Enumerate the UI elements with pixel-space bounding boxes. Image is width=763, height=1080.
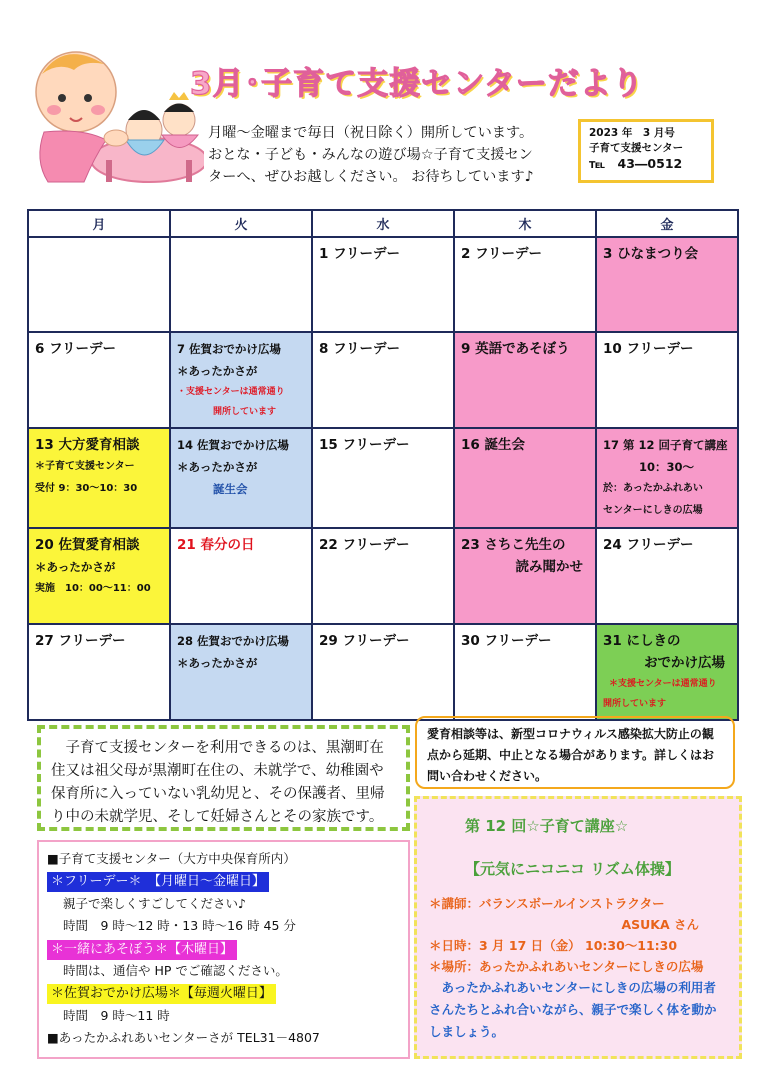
calendar-header-row <box>28 210 738 237</box>
day-event: 6 フリーデー <box>35 341 117 357</box>
calendar-week <box>28 624 738 720</box>
play-together-label: ＊一緒にあそぼう＊【木曜日】 <box>47 940 237 960</box>
day-event: 15 フリーデー <box>319 437 410 453</box>
lecture-subtitle: 【元気にニコニコ リズム体操】 <box>465 860 680 878</box>
tel-label: ℡ <box>589 156 606 171</box>
contact-line: ■あったかふれあいセンターさが TEL31－4807 <box>47 1030 320 1046</box>
day-event: 10 フリーデー <box>603 341 694 357</box>
day-event: 20 佐賀愛育相談 <box>35 537 140 553</box>
day-detail: 受付 9：30～10：30 <box>35 483 138 494</box>
day-event: 29 フリーデー <box>319 633 410 649</box>
calendar-day <box>312 237 454 332</box>
tel-number: 43―0512 <box>617 156 683 171</box>
calendar-day <box>312 528 454 624</box>
baby-hina-doll-illustration <box>14 40 204 190</box>
day-event: 22 フリーデー <box>319 537 410 553</box>
calendar-day <box>312 332 454 428</box>
calendar-table <box>27 209 739 721</box>
day-note: 開所しています <box>603 699 667 709</box>
saga-hiroba-label: ＊佐賀おでかけ広場＊【毎週火曜日】 <box>47 984 276 1004</box>
saga-hiroba-time: 時間 9 時～11 時 <box>63 1007 170 1023</box>
lecture-box <box>414 796 742 1059</box>
weekday-tue: 火 <box>170 210 312 237</box>
intro-line: 月曜～金曜まで毎日（祝日除く）開所しています。 <box>208 125 534 141</box>
calendar-day <box>28 528 170 624</box>
calendar-day <box>28 332 170 428</box>
weekday-mon: 月 <box>28 210 170 237</box>
lecture-body-text: あったかふれあいセンターにしきの広場の利用者さんたちとふれ合いながら、親子で楽しく体を動かしましょう。 <box>429 980 717 1039</box>
weekday-wed: 水 <box>312 210 454 237</box>
issue-tel <box>589 156 703 171</box>
day-detail: 実施 10：00～11：00 <box>35 583 151 594</box>
intro-line: おとな・子ども・みんなの遊び場☆子育て支援セン <box>208 147 533 163</box>
day-event: 27 フリーデー <box>35 633 126 649</box>
issue-org: 子育て支援センター <box>589 142 684 154</box>
day-event: 14 佐賀おでかけ広場 <box>177 438 289 452</box>
day-note: 開所しています <box>213 407 277 417</box>
play-together-desc: 時間は、通信や HP でご確認ください。 <box>63 963 288 979</box>
eligibility-text: 子育て支援センターを利用できるのは、黒潮町在 <box>65 740 384 756</box>
notice-text: 愛育相談等は、新型コロナウィルス感染拡大防止の観点から延期、中止となる場合があります。詳しくはお問い合わせください。 <box>427 727 715 783</box>
calendar-week <box>28 528 738 624</box>
calendar-day <box>596 237 738 332</box>
day-note: ＊支援センターは通常通り <box>609 679 717 689</box>
day-event: 23 さちこ先生の <box>461 537 566 553</box>
day-detail: ＊あったかさが <box>35 560 116 574</box>
issue-date: 2023 年 3 月号 <box>589 127 675 139</box>
schedule-box <box>37 840 410 1059</box>
day-event: 30 フリーデー <box>461 633 552 649</box>
eligibility-line: 住又は祖父母が黒潮町在住の、未就学で、幼稚園や <box>51 763 384 779</box>
free-day-label: ＊フリーデー＊ 【月曜日～金曜日】 <box>47 872 269 892</box>
day-event: 28 佐賀おでかけ広場 <box>177 634 289 648</box>
day-detail: ＊あったかさが <box>177 656 258 670</box>
day-event: 16 誕生会 <box>461 437 525 453</box>
day-event: 1 フリーデー <box>319 246 401 262</box>
day-event: 3 ひなまつり会 <box>603 246 699 262</box>
day-detail: ＊あったかさが <box>177 364 258 378</box>
day-detail: 於：あったかふれあい <box>603 483 703 494</box>
calendar-day <box>170 624 312 720</box>
intro-line: ターへ、ぜひお越しください。 お待ちしています♪ <box>208 169 534 185</box>
calendar-day <box>596 332 738 428</box>
page-title: 3月･子育て支援センターだより <box>190 66 644 102</box>
calendar-day-empty <box>28 237 170 332</box>
calendar-week <box>28 428 738 528</box>
day-event: 24 フリーデー <box>603 537 694 553</box>
weekday-thu: 木 <box>454 210 596 237</box>
calendar-day <box>454 428 596 528</box>
calendar-day <box>170 428 312 528</box>
calendar-day <box>454 332 596 428</box>
day-event: 17 第 12 回子育て講座 <box>603 438 728 452</box>
day-detail: センターにしきの広場 <box>603 505 703 516</box>
calendar-day <box>28 428 170 528</box>
calendar-day <box>170 528 312 624</box>
calendar-day <box>312 428 454 528</box>
free-day-time: 時間 9 時～12 時・13 時～16 時 45 分 <box>63 918 296 934</box>
lecture-body <box>429 977 727 1043</box>
calendar-week <box>28 237 738 332</box>
calendar-day <box>596 428 738 528</box>
day-event-holiday: 21 春分の日 <box>177 537 255 553</box>
day-detail: 誕生会 <box>213 482 248 496</box>
day-detail: 10：30～ <box>639 460 695 474</box>
day-detail: おでかけ広場 <box>644 655 725 671</box>
schedule-heading: ■子育て支援センター（大方中央保育所内） <box>47 851 296 866</box>
calendar-day <box>454 528 596 624</box>
calendar-day <box>596 624 738 720</box>
calendar-day-empty <box>170 237 312 332</box>
day-event: 31 にしきの <box>603 633 681 649</box>
day-note: ・支援センターは通常通り <box>177 387 285 397</box>
eligibility-box <box>37 725 410 831</box>
day-event: 7 佐賀おでかけ広場 <box>177 342 281 356</box>
lecture-instructor: ＊講師：バランスボールインストラクター <box>429 896 665 911</box>
free-day-desc: 親子で楽しくすごしてください♪ <box>63 895 246 911</box>
lecture-instructor-name: ASUKA さん <box>621 917 699 932</box>
lecture-title: 第 12 回☆子育て講座☆ <box>465 817 629 835</box>
day-event: 13 大方愛育相談 <box>35 437 140 453</box>
calendar-day <box>28 624 170 720</box>
calendar-day <box>312 624 454 720</box>
issue-info-box <box>578 119 714 183</box>
eligibility-line: り中の未就学児、そして妊婦さんとその家族です。 <box>51 809 384 825</box>
weekday-fri: 金 <box>596 210 738 237</box>
notice-box <box>415 716 735 789</box>
calendar-day <box>454 237 596 332</box>
day-detail: 読み聞かせ <box>515 559 583 575</box>
calendar-day <box>170 332 312 428</box>
intro-text <box>208 122 578 188</box>
calendar-day <box>596 528 738 624</box>
calendar-week <box>28 332 738 428</box>
day-event: 2 フリーデー <box>461 246 543 262</box>
lecture-date: ＊日時：3 月 17 日（金） 10:30～11:30 <box>429 938 678 953</box>
lecture-place: ＊場所：あったかふれあいセンターにしきの広場 <box>429 959 704 974</box>
day-detail: ＊子育て支援センター <box>35 461 135 472</box>
calendar-day <box>454 624 596 720</box>
day-event: 9 英語であそぼう <box>461 341 570 357</box>
day-event: 8 フリーデー <box>319 341 401 357</box>
eligibility-line <box>51 737 396 760</box>
eligibility-line: 保育所に入っていない乳幼児と、その保護者、里帰 <box>51 786 385 802</box>
day-detail: ＊あったかさが <box>177 460 258 474</box>
